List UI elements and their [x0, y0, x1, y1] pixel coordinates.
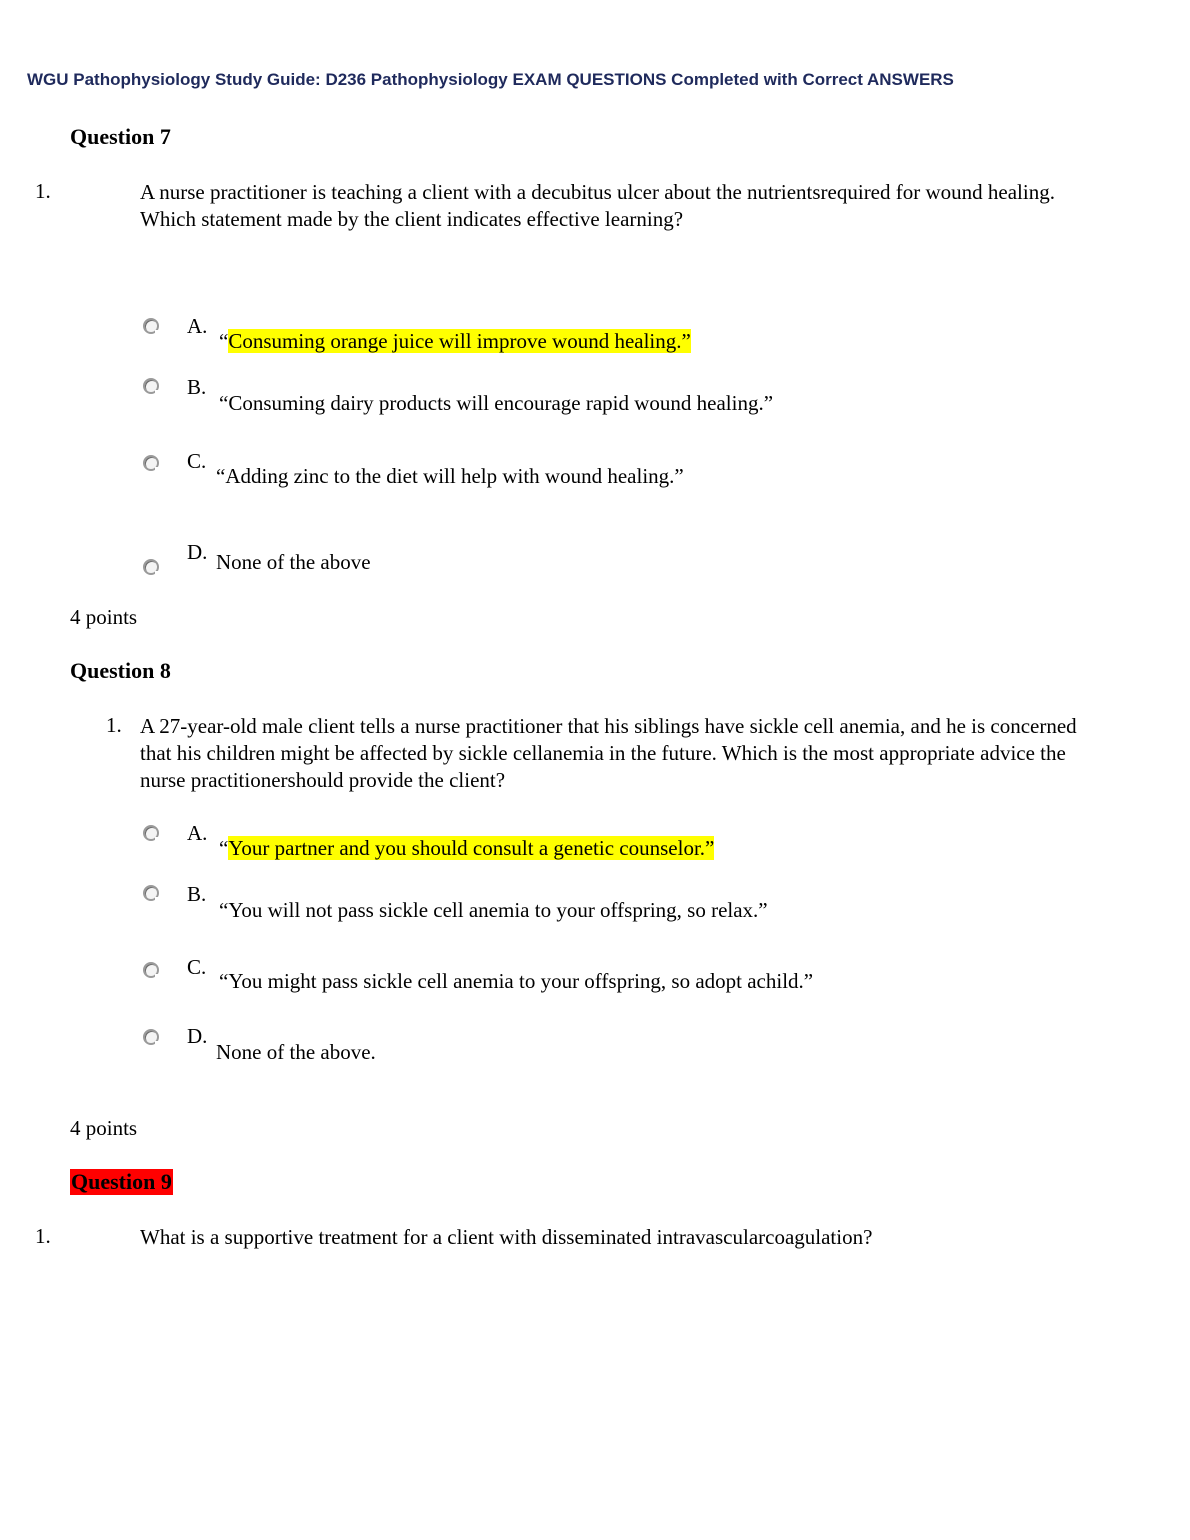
radio-button-option-d[interactable]: [143, 559, 159, 575]
question-9-number: 1.: [35, 1224, 51, 1248]
question-8-title: Question 8: [70, 658, 171, 683]
question-8-points: 4 points: [70, 1116, 138, 1140]
option-c-text: “You might pass sickle cell anemia to your offspring, so adopt achild.”: [219, 969, 814, 993]
option-b-text: “Consuming dairy products will encourage rapid wound healing.”: [219, 391, 774, 415]
option-c-letter: C.: [187, 955, 207, 979]
option-a-text: “Your partner and you should consult a genetic counselor.”: [219, 836, 715, 860]
correct-answer-highlight: Your partner and you should consult a genetic counselor.”: [228, 836, 715, 860]
radio-button-option-c[interactable]: [143, 455, 159, 471]
question-9-title: Question 9: [71, 1169, 172, 1194]
radio-button-option-d[interactable]: [143, 1029, 159, 1045]
option-b-text: “You will not pass sickle cell anemia to your offspring, so relax.”: [219, 898, 768, 922]
question-7-points: 4 points: [70, 605, 138, 629]
question-7-text: A nurse practitioner is teaching a client with a decubitus ulcer about the nutrientsrequired for wound healing. Which statement made by the client indicates effective learning?: [140, 180, 1055, 231]
radio-button-option-c[interactable]: [143, 962, 159, 978]
question-8-text: A 27-year-old male client tells a nurse practitioner that his siblings have sickle cell anemia, and he is concerned that his children might be affected by sickle cellanemia in the future. Which is the most appropriate advice the nurse practitionershould provide the client?: [140, 714, 1077, 792]
question-9-text: What is a supportive treatment for a client with disseminated intravascularcoagulation?: [140, 1225, 873, 1249]
option-d-text: None of the above.: [216, 1040, 376, 1064]
question-8-number: 1.: [106, 713, 122, 737]
option-a-letter: A.: [187, 314, 208, 338]
option-b-letter: B.: [187, 882, 207, 906]
option-d-text: None of the above: [216, 550, 371, 574]
radio-button-option-a[interactable]: [143, 825, 159, 841]
option-d-letter: D.: [187, 1024, 208, 1048]
document-header: WGU Pathophysiology Study Guide: D236 Pathophysiology EXAM QUESTIONS Completed with Correct ANSWERS: [27, 70, 954, 89]
option-d-letter: D.: [187, 540, 208, 564]
radio-button-option-b[interactable]: [143, 885, 159, 901]
correct-answer-highlight: Consuming orange juice will improve wound healing.”: [228, 329, 691, 353]
radio-button-option-a[interactable]: [143, 318, 159, 334]
option-a-text: “Consuming orange juice will improve wound healing.”: [219, 329, 691, 353]
option-c-letter: C.: [187, 449, 207, 473]
option-a-letter: A.: [187, 821, 208, 845]
question-7-title: Question 7: [70, 124, 171, 149]
question-7-number: 1.: [35, 179, 51, 203]
option-c-text: “Adding zinc to the diet will help with wound healing.”: [216, 464, 684, 488]
option-b-letter: B.: [187, 375, 207, 399]
radio-button-option-b[interactable]: [143, 378, 159, 394]
